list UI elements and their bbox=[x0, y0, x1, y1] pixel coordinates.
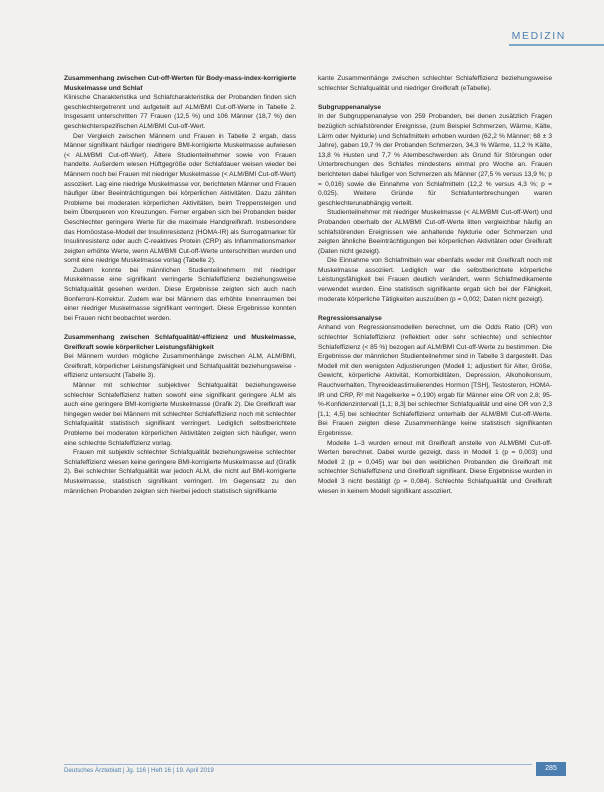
footer-rule bbox=[64, 764, 532, 765]
paragraph: Klinische Charakteristika und Schlafcharakteristika der Probanden finden sich geschlechtergetrennt und aufgeteilt auf ALM/BMI Cut-off-Werte in Tabelle 2. Insgesamt unterschritten 77 Frauen (12,5 %) und 106 Männer (18,7 %) den geschlechterspezifischen ALM/BMI Cut-off-Wert. bbox=[64, 94, 296, 130]
paragraph: Die Einnahme von Schlafmitteln war ebenfalls weder mit Greifkraft noch mit Muskelmasse assoziiert. Lediglich war die selbstberichtete körperliche Leistungsfähigkeit bei Frauen deutlich verändert, wenn Schlafmedikamente verwendet wurden. Eine statistisch signifikante ergab sich bei der Fähigkeit, moderate körperliche Tätigkeiten auszuüben (p = 0,002; Daten nicht gezeigt). bbox=[318, 257, 552, 303]
right-text-column bbox=[318, 74, 552, 496]
paragraph: Bei Männern wurden mögliche Zusammenhänge zwischen ALM, ALM/BMI, Greifkraft, körperlicher Leistungsfähigkeit und Schlafqualität beziehungsweise -effizienz untersucht (Tabelle 3). bbox=[64, 353, 296, 380]
section-header: MEDIZIN bbox=[511, 30, 566, 42]
paragraph: kante Zusammenhänge zwischen schlechter Schlafeffizienz beziehungsweise schlechter Schlafqualität und niedriger Greifkraft (eTabelle). bbox=[318, 75, 552, 92]
heading-sleep-quality-muscle: Zusammenhang zwischen Schlafqualität/-effizienz und Muskelmasse, Greifkraft sowie körperlicher Leistungsfähigkeit bbox=[64, 334, 296, 351]
left-text-column bbox=[64, 74, 296, 496]
page-number: 285 bbox=[536, 762, 566, 776]
paragraph: Modelle 1–3 wurden erneut mit Greifkraft anstelle von ALM/BMI Cut-off-Werten berechnet. Dabei wurde gezeigt, dass in Modell 1 (p = 0,003) und Modell 2 (p = 0,045) war bei den weiblichen Probanden die Greifkraft mit schlechter Schlafeffizienz und Greifkraft signifikant. Diese Ergebnisse wurden in Modell 3 nicht bestätigt (p = 0,084). Schlechte Schlafqualität und Greifkraft wiesen in keinem Modell signifikant assoziiert. bbox=[318, 439, 552, 495]
heading-cutoff-sleep: Zusammenhang zwischen Cut-off-Werten für Body-mass-index-korrigierte Muskelmasse und Schlaf bbox=[64, 75, 296, 92]
journal-citation: Deutsches Ärzteblatt | Jg. 116 | Heft 16 | 19. April 2019 bbox=[64, 767, 214, 774]
paragraph: Der Vergleich zwischen Männern und Frauen in Tabelle 2 ergab, dass Männer signifikant häufiger niedrigere BMI-korrigierte Muskelmasse aufwiesen (< ALM/BMI Cut-off-Wert). Ältere Studienteilnehmer sowie von Frauen handelte. Außerdem wiesen Hüftgegröße oder Schlafdauer weisen wieder bei Männern noch bei Frauen mit niedriger Muskelmasse (< ALM/BMI Cut-off-Wert) assoziiert. Lag eine niedrige Muskelmasse vor, berichteten Männer und Frauen häufiger über Beeinträchtigungen bei körperlichen Aktivitäten. Dazu zählten Probleme bei moderaten körperlichen Aktivitäten, beim Treppensteigen und beim Überqueren von Kreuzungen. Ferner ergaben sich bei Probanden beider Geschlechter geringere Werte für die maximale Handgreifkraft. Insbesondere das Homöostase-Modell der Insulinresistenz (HOMA-IR) als Surrogatmarker für Insulinresistenz oder auch C-reaktives Protein (CRP) als Inflammationsmarker zeigten erhöhte Werte, wenn ALM/BMI Cut-off-Werte unterschritten wurden und somit eine niedrige Muskelmasse vorlag (Tabelle 2). bbox=[64, 132, 296, 265]
paragraph: Frauen mit subjektiv schlechter Schlafqualität beziehungsweise schlechter Schlafeffizienz wiesen keine geringere BMI-korrigierte Muskelmasse auf (Grafik 2). Bei schlechter Schlafqualität war jedoch ALM, die nicht auf BMI-korrigierte Muskelmasse, statistisch signifikant verringert. Im Gegensatz zu den männlichen Probanden zeigten sich hierbei jedoch statistisch signifikante bbox=[64, 449, 296, 495]
page-footer bbox=[64, 764, 566, 778]
paragraph: Studienteilnehmer mit niedriger Muskelmasse (< ALM/BMI Cut-off-Wert) und Probanden oberhalb der ALM/BMI Cut-off-Werte litten vergleichbar häufig an schlafstörenden Ereignissen wie anhaltende Nykturie oder Schmerzen und zeigten ähnliche Beeinträchtigungen bei körperlichen Aktivitäten oder Greifkraft (Daten nicht gezeigt). bbox=[318, 209, 552, 255]
heading-regression-analysis: Regressionsanalyse bbox=[318, 314, 382, 322]
paragraph: Männer mit schlechter subjektiver Schlafqualität beziehungsweise schlechter Schlafeffizienz hatten sowohl eine signifikant geringere ALM als auch eine geringere BMI-korrigierte Muskelmasse (Grafik 2). Die Greifkraft war hingegen weder bei Männern mit schlechter Schlafeffizienz noch mit schlechter Schlafqualität statistisch signifikant verringert. Lediglich selbstberichtete Probleme bei moderaten körperlichen Aktivitäten zeigten sich häufiger, wenn eine schlechte Schlafeffizienz vorlag. bbox=[64, 382, 296, 447]
paragraph: Zudem konnte bei männlichen Studienteilnehmern mit niedriger Muskelmasse eine signifikant verringerte Schlafeffizienz beziehungsweise Schlafqualität gesehen werden. Diese Ergebnisse zeigten sich auch nach Bonferroni-Korrektur. Zudem war bei Männern das erhöhte Innenraumen bei einer niedriger Muskelmasse signifikant verringert. Diese Ergebnisse konnten bei Frauen nicht beobachtet werden. bbox=[64, 266, 296, 322]
paragraph: In der Subgruppenanalyse von 259 Probanden, bei denen zusätzlich Fragen bezüglich schlafstörender Ereignisse, (zum Beispiel Schmerzen, Wärme, Kälte, Lärm oder Nykturie) und Schlafmitteln erhoben wurden (62,2 % Männer; 68 ± 3 Jahre), gaben 19,7 % der Probanden Schmerzen, 34,3 % Wärme, 11,2 % Kälte, 13,8 % Husten und 7,7 % Atembeschwerden als Grund für Störungen oder Unterbrechungen des Schlafes mindestens einmal pro Woche an. Frauen berichteten dabei häufiger von Schmerzen als Männer (27,5 % versus 13,9 %; p = 0,016) sowie die Einnahme von Schlafmitteln (12,2 % versus 4,3 %; p = 0,025). Weitere Gründe für Schlafunterbrechungen waren geschlechterunabhängig verteilt. bbox=[318, 113, 552, 207]
paragraph: Anhand von Regressionsmodellen berechnet, um die Odds Ratio (OR) von schlechter Schlafeffizienz (reflektiert oder sehr schlechte) und schlechter Schlafeffizienz (< 85 %) bezogen auf ALM/BMI Cut-off-Werte zu bestimmen. Die Ergebnisse der männlichen Studienteilnehmer sind in Tabelle 3 dargestellt. Das Modell mit den wenigsten Adjustierungen (Modell 1; adjustiert für Alter, Größe, Gewicht, körperliche Aktivität, Komorbiditäten, Depression, Alkoholkonsum, Rauchverhalten, Thyreoideastimulierendes Hormon [TSH], Testosteron, HOMA-IR und CRP, R² mit Nagelkerke = 0,190) ergab für Männer eine OR von 2,8; 95-%-Konfidenzintervall [1,1; 8,3] bei schlechter Schlafqualität und eine OR von 2,3 [1,1; 4,5] bei schlechter Schlafeffizienz unterhalb der ALM/BMI Cut-off-Werte. Bei Frauen zeigten diese Zusammenhänge keine statistisch signifikanten Ergebnisse. bbox=[318, 324, 552, 437]
section-header-rule bbox=[509, 44, 604, 46]
heading-subgroup-analysis: Subgruppenanalyse bbox=[318, 103, 382, 111]
